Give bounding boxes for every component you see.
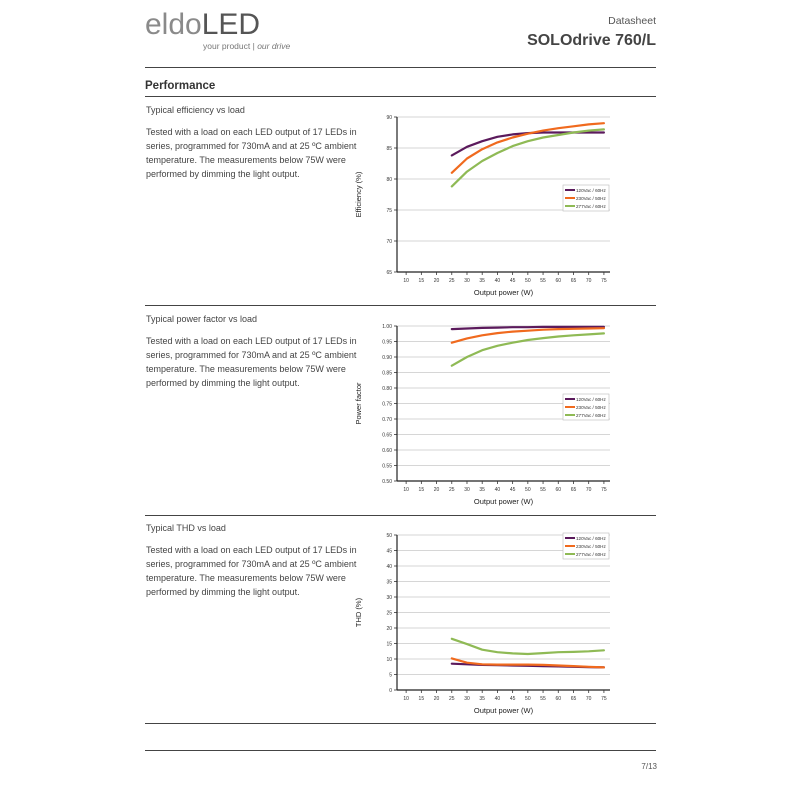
y-tick-label: 0.70 (382, 417, 392, 423)
x-tick-label: 40 (494, 278, 501, 284)
legend-label: 277Vac / 60Hz (576, 204, 606, 209)
y-tick-label: 80 (386, 177, 392, 183)
page-number: 7/13 (641, 762, 657, 771)
y-tick-label: 0.80 (382, 386, 392, 392)
y-axis-title: THD (%) (354, 597, 363, 628)
legend-label: 120Vac / 60Hz (576, 188, 606, 193)
x-tick-label: 60 (555, 696, 562, 702)
x-tick-label: 75 (601, 278, 607, 284)
y-tick-label: 5 (389, 672, 392, 679)
x-tick-label: 30 (464, 487, 470, 493)
x-tick-label: 15 (418, 487, 425, 493)
y-tick-label: 10 (386, 657, 392, 663)
x-tick-label: 70 (585, 487, 592, 493)
efficiency-description: Tested with a load on each LED output of 17 LEDs in series, programmed for 730mA and at 25 ºC ambient temperature. The measurements below 75W were performed by dimming the light output. (146, 127, 357, 179)
x-tick-label: 30 (464, 278, 470, 284)
x-tick-label: 55 (540, 278, 546, 284)
x-tick-label: 55 (540, 487, 546, 493)
x-tick-label: 35 (479, 278, 485, 284)
x-tick-label: 10 (403, 487, 409, 493)
x-tick-label: 60 (555, 278, 562, 284)
y-tick-label: 30 (386, 595, 392, 601)
legend-label: 230Vac / 50Hz (576, 196, 606, 201)
efficiency-subtitle: Typical efficiency vs load (146, 105, 245, 115)
x-tick-label: 15 (418, 278, 425, 284)
y-tick-label: 15 (386, 641, 392, 648)
y-tick-label: 0.55 (382, 463, 392, 470)
x-axis-title: Output power (W) (473, 497, 534, 506)
x-tick-label: 10 (403, 696, 409, 702)
logo-wordmark (145, 8, 290, 42)
legend-label: 120Vac / 60Hz (576, 397, 606, 402)
y-tick-label: 65 (386, 270, 392, 276)
y-tick-label: 35 (386, 579, 392, 586)
efficiency-chart (345, 105, 625, 300)
x-tick-label: 40 (494, 487, 501, 493)
legend-label: 230Vac / 50Hz (576, 405, 606, 410)
x-tick-label: 45 (509, 278, 516, 284)
y-tick-label: 85 (386, 146, 392, 152)
legend-label: 120Vac / 60Hz (576, 536, 606, 541)
y-tick-label: 90 (386, 115, 392, 121)
y-tick-label: 40 (386, 564, 392, 570)
section-title-rule (145, 96, 656, 97)
y-tick-label: 70 (386, 239, 392, 245)
thd-subtitle: Typical THD vs load (146, 523, 226, 533)
document-type: Datasheet (608, 15, 656, 27)
y-tick-label: 75 (386, 208, 392, 214)
product-name: SOLOdrive 760/L (527, 32, 656, 49)
y-tick-label: 1.00 (382, 324, 392, 330)
y-tick-label: 0.65 (382, 432, 392, 439)
y-tick-label: 50 (386, 533, 392, 539)
x-tick-label: 20 (433, 487, 440, 493)
x-tick-label: 75 (601, 696, 607, 702)
x-tick-label: 40 (494, 696, 501, 702)
x-tick-label: 65 (570, 278, 577, 284)
tagline-part-a: your product | (203, 41, 258, 51)
x-tick-label: 35 (479, 487, 485, 493)
x-tick-label: 50 (525, 487, 531, 493)
x-tick-label: 25 (448, 696, 455, 702)
x-tick-label: 50 (525, 696, 531, 702)
logo-text-led: LED (201, 8, 261, 41)
y-tick-label: 0.90 (382, 355, 392, 361)
section-title: Performance (145, 80, 216, 92)
x-tick-label: 45 (509, 487, 516, 493)
x-tick-label: 10 (403, 278, 409, 284)
power-factor-subtitle: Typical power factor vs load (146, 314, 258, 324)
logo-tagline (203, 41, 290, 51)
legend-label: 277Vac / 60Hz (576, 413, 606, 418)
y-tick-label: 25 (386, 610, 392, 617)
x-axis-title: Output power (W) (473, 288, 534, 297)
x-tick-label: 70 (585, 278, 592, 284)
divider-rule-2 (145, 515, 656, 516)
x-tick-label: 20 (433, 696, 440, 702)
x-tick-label: 25 (448, 278, 455, 284)
tagline-part-b: our drive (257, 41, 291, 51)
legend-label: 230Vac / 50Hz (576, 544, 606, 549)
y-tick-label: 45 (386, 548, 392, 555)
y-axis-title: Efficiency (%) (354, 171, 363, 218)
thd-chart (345, 523, 625, 718)
y-tick-label: 0.50 (382, 479, 392, 485)
thd-description: Tested with a load on each LED output of 17 LEDs in series, programmed for 730mA and at 25 ºC ambient temperature. The measurements below 75W were performed by dimming the light output. (146, 545, 357, 597)
x-tick-label: 15 (418, 696, 425, 702)
divider-rule-3 (145, 723, 656, 724)
x-tick-label: 55 (540, 696, 546, 702)
y-tick-label: 0.95 (382, 339, 392, 346)
footer-rule (145, 750, 656, 751)
y-tick-label: 0.85 (382, 370, 392, 377)
x-tick-label: 65 (570, 696, 577, 702)
x-tick-label: 35 (479, 696, 485, 702)
x-axis-title: Output power (W) (473, 706, 534, 715)
eldoled-logo (145, 8, 290, 51)
x-tick-label: 75 (601, 487, 607, 493)
y-tick-label: 20 (386, 626, 392, 632)
power-factor-chart (345, 314, 625, 509)
x-tick-label: 25 (448, 487, 455, 493)
header-rule (145, 67, 656, 68)
power-factor-description: Tested with a load on each LED output of 17 LEDs in series, programmed for 730mA and at 25 ºC ambient temperature. The measurements below 75W were performed by dimming the light output. (146, 336, 357, 388)
divider-rule-1 (145, 305, 656, 306)
legend-label: 277Vac / 60Hz (576, 552, 606, 557)
x-tick-label: 20 (433, 278, 440, 284)
x-tick-label: 60 (555, 487, 562, 493)
x-tick-label: 65 (570, 487, 577, 493)
y-tick-label: 0.60 (382, 448, 392, 454)
x-tick-label: 45 (509, 696, 516, 702)
x-tick-label: 50 (525, 278, 531, 284)
x-tick-label: 30 (464, 696, 470, 702)
y-axis-title: Power factor (354, 382, 363, 425)
y-tick-label: 0 (389, 688, 392, 694)
logo-text-eldo: eldo (145, 8, 202, 41)
y-tick-label: 0.75 (382, 401, 392, 408)
x-tick-label: 70 (585, 696, 592, 702)
